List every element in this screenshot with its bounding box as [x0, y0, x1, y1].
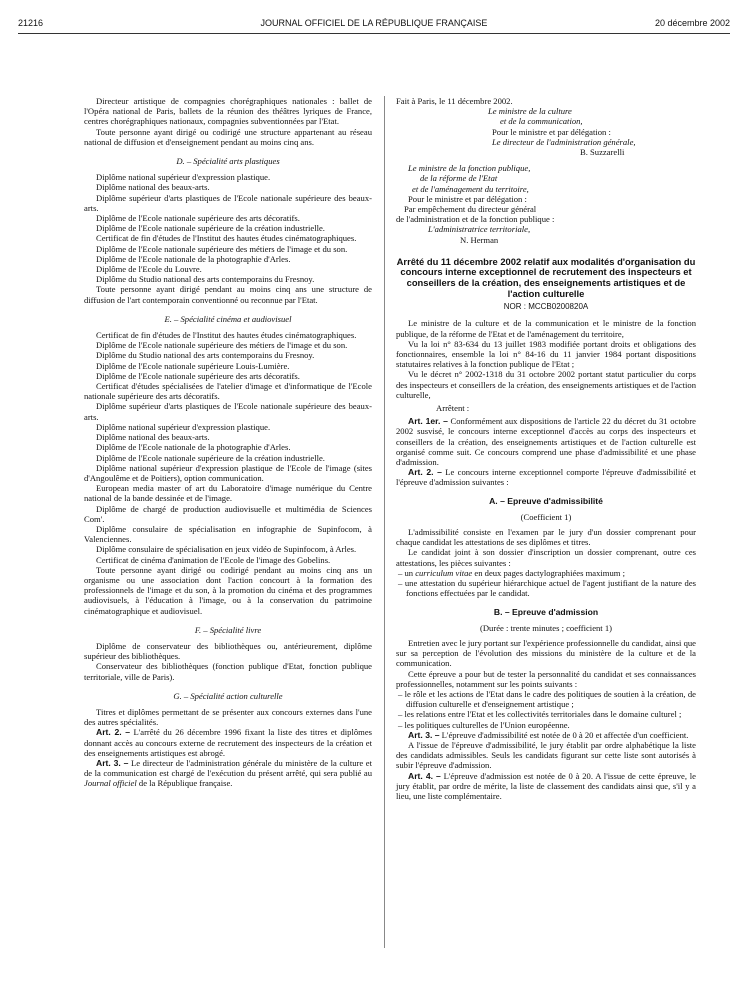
list-item: Diplôme de l'Ecole nationale supérieure des métiers de l'image et du son.	[96, 340, 348, 351]
signature-line: Par empêchement du directeur général	[404, 204, 537, 215]
list-item: Certificat d'études spécialisées de l'atelier d'image et d'informatique de l'Ecole nationale supérieure des arts décoratifs.	[84, 381, 372, 402]
signature-line: Le ministre de la culture	[488, 106, 572, 117]
list-item: Diplôme national supérieur d'expression plastique de l'Ecole de l'image (sites d'Angoulême et de Poitiers), option communication.	[84, 462, 372, 483]
paragraph: Vu la loi n° 83-634 du 13 juillet 1983 modifiée portant droits et obligations des fonctionnaires, ensemble la loi n° 84-16 du 11 janvier 1984 portant dispositions statutaires relatives à la fonction publique de l'Etat ;	[396, 338, 696, 370]
paragraph: Vu le décret n° 2002-1318 du 31 octobre 2002 portant statut particulier du corps des inspecteurs et conseillers de la création, des enseignements artistiques et de l'action culturelle,	[396, 369, 696, 400]
bullet-item: – un curriculum vitae en deux pages dactylographiées maximum ;	[398, 567, 625, 578]
paragraph: L'admissibilité consiste en l'examen par le jury d'un dossier comprenant pour chaque candidat les attestations de ses diplômes et titres.	[396, 527, 696, 548]
decree-title: Arrêté du 11 décembre 2002 relatif aux modalités d'organisation du concours interne exceptionnel de recrutement des inspecteurs et conseillers de la création, des enseignements artistiques et de l'action culturelle	[396, 255, 696, 299]
signatory-name: B. Suzzarelli	[580, 147, 625, 158]
journal-title: JOURNAL OFFICIEL DE LA RÉPUBLIQUE FRANÇAISE	[260, 18, 488, 28]
page-number: 21216	[18, 18, 44, 28]
section-heading-e: E. – Spécialité cinéma et audiovisuel	[164, 313, 292, 324]
list-item: Diplôme national des beaux-arts.	[96, 182, 210, 193]
list-item: Diplôme de l'Ecole nationale supérieure de la création industrielle.	[96, 452, 325, 463]
list-item: Certificat de cinéma d'animation de l'Ecole de l'image des Gobelins.	[96, 554, 331, 565]
list-item: Diplôme de l'Ecole du Louvre.	[96, 264, 202, 275]
list-item: Toute personne ayant dirigé ou codirigé pendant au moins cinq ans un organisme ou une association dont l'action concourt à la formation des professionnels de l'image et du son, à la promotion du cinéma et des programmes audiovisuels, à l'éducation à l'image, ou à la conservation du patrimoine cinématographique et audiovisuel.	[84, 564, 372, 616]
section-heading-b: B. – Epreuve d'admission	[493, 606, 599, 617]
signature-line: et de la communication,	[500, 116, 583, 127]
signature-line: Pour le ministre et par délégation :	[492, 126, 611, 137]
signature-line: et de l'aménagement du territoire,	[412, 183, 529, 194]
paragraph: Le candidat joint à son dossier d'inscription un dossier comprenant, outre ces attestations, les pièces suivantes :	[396, 547, 696, 568]
list-item: Diplôme de conservateur des bibliothèques ou, antérieurement, diplôme supérieur des bibliothèques.	[84, 640, 372, 662]
bullet-item: – le rôle et les actions de l'Etat dans le cadre des politiques de soutien à la création, de diffusion culturelle et d'enseignement artistique ;	[398, 688, 696, 710]
list-item: Diplôme de l'Ecole nationale de la photographie d'Arles.	[96, 253, 291, 264]
page-header	[18, 18, 730, 32]
list-item: Diplôme du Studio national des arts contemporains du Fresnoy.	[96, 274, 315, 285]
list-item: Certificat de fin d'études de l'Institut des hautes études cinématographiques.	[96, 330, 357, 341]
article-3: Art. 3. – L'épreuve d'admissibilité est notée de 0 à 20 et affectée d'un coefficient.	[408, 729, 689, 740]
section-heading-g: G. – Spécialité action culturelle	[173, 690, 283, 701]
article-2: Art. 2. – Le concours interne exceptionnel comporte l'épreuve d'admissibilité et l'épreuve d'admission suivantes :	[396, 467, 696, 488]
issue-date: 20 décembre 2002	[654, 18, 730, 28]
article-4: Art. 4. – L'épreuve d'admission est notée de 0 à 20. A l'issue de cette épreuve, le jury établit, par ordre de mérite, la liste de classement des candidats ainsi que, s'il y a lieu, une liste complémentaire.	[396, 770, 696, 801]
list-item: European media master of art du Laboratoire d'image numérique du Centre national de la bande dessinée et de l'image.	[84, 483, 372, 504]
list-item: Diplôme du Studio national des arts contemporains du Fresnoy.	[96, 350, 315, 361]
list-item: Diplôme supérieur d'arts plastiques de l'Ecole nationale supérieure des beaux-arts.	[84, 192, 372, 213]
paragraph: Titres et diplômes permettant de se présenter aux concours externes dans l'une des autres spécialités.	[84, 706, 372, 728]
signature-line: de la réforme de l'Etat	[420, 173, 498, 184]
article-1: Art. 1er. – Conformément aux dispositions de l'article 22 du décret du 31 octobre 2002 susvisé, le concours interne exceptionnel d'accès au corps des inspecteurs et conseillers de la création, des enseignements artistiques et de l'action culturelle est organisé comme suit. Ce concours comprend une phase d'admissibilité et une phase d'admission.	[396, 416, 696, 468]
signature-line: de l'administration et de la fonction publique :	[396, 214, 555, 225]
signing-place-date: Fait à Paris, le 11 décembre 2002.	[396, 96, 513, 106]
bullet-item: – les politiques culturelles de l'Union européenne.	[398, 719, 570, 730]
left-column	[84, 96, 372, 789]
right-column	[396, 96, 696, 801]
section-heading-a: A. – Epreuve d'admissibilité	[489, 495, 603, 506]
list-item: Diplôme de l'Ecole nationale de la photographie d'Arles.	[96, 442, 291, 453]
paragraph: Le ministre de la culture et de la communication et le ministre de la fonction publique, de la réforme de l'Etat et de l'aménagement du territoire,	[396, 318, 696, 339]
coefficient-b: (Durée : trente minutes ; coefficient 1)	[479, 622, 613, 633]
list-item: Diplôme consulaire de spécialisation en infographie de Supinfocom, à Valenciennes.	[84, 523, 372, 545]
nor-reference: NOR : MCCB0200820A	[503, 302, 589, 312]
article-2: Art. 2. – L'arrêté du 26 décembre 1996 fixant la liste des titres et diplômes donnant accès au concours externe de recrutement des inspecteurs de la création et des enseignements artistiques est abrogé.	[84, 727, 372, 758]
list-item: Diplôme de l'Ecole nationale supérieure Louis-Lumière.	[96, 360, 290, 371]
signature-line: L'administratrice territoriale,	[428, 224, 531, 235]
list-item: Diplôme de l'Ecole nationale supérieure des arts décoratifs.	[96, 370, 300, 381]
signature-line: Le directeur de l'administration générale,	[492, 136, 636, 147]
list-item: Diplôme national supérieur d'expression plastique.	[96, 421, 271, 432]
list-item: Diplôme de l'Ecole nationale supérieure des métiers de l'image et du son.	[96, 243, 348, 254]
bullet-item: – les relations entre l'Etat et les collectivités territoriales dans le domaine culturel ;	[398, 709, 682, 720]
article-3: Art. 3. – Le directeur de l'administration générale du ministère de la culture et de la communication est chargé de l'exécution du présent arrêté, qui sera publié au Journal officiel de la République française.	[84, 757, 372, 789]
bullet-item: – une attestation du supérieur hiérarchique actuel de l'agent justifiant de la nature des fonctions effectuées par le candidat.	[398, 578, 696, 599]
coefficient-a: (Coefficient 1)	[520, 511, 572, 522]
list-item: Conservateur des bibliothèques (fonction publique d'Etat, fonction publique territoriale, ville de Paris).	[84, 661, 372, 682]
column-divider	[384, 96, 385, 948]
list-item: Toute personne ayant dirigé pendant au moins cinq ans une structure de diffusion de l'art contemporain conventionné ou reconnue par l'Etat.	[84, 284, 372, 305]
list-item: Diplôme national des beaux-arts.	[96, 432, 210, 443]
paragraph: Entretien avec le jury portant sur l'expérience professionnelle du candidat, ainsi que sur sa perception de l'évolution des missions du ministère de la culture et de la communication.	[396, 637, 696, 669]
signatory-name: N. Herman	[460, 234, 499, 245]
section-heading-f: F. – Spécialité livre	[194, 624, 262, 635]
list-item: Diplôme national supérieur d'expression plastique.	[96, 172, 271, 183]
section-heading-d: D. – Spécialité arts plastiques	[176, 156, 280, 167]
list-item: Certificat de fin d'études de l'Institut des hautes études cinématographiques.	[96, 233, 357, 244]
signature-line: Le ministre de la fonction publique,	[408, 163, 531, 174]
list-item: Diplôme de chargé de production audiovisuelle et multimédia de Sciences Com'.	[84, 503, 372, 524]
header-rule	[18, 33, 730, 34]
list-item: Diplôme supérieur d'arts plastiques de l'Ecole nationale supérieure des beaux-arts.	[84, 401, 372, 422]
arretent-label: Arrêtent :	[436, 403, 470, 414]
paragraph: Directeur artistique de compagnies chorégraphiques nationales : ballet de l'Opéra national de Paris, ballets de la réunion des théâtres lyriques de France, centres chorégraphiques nationaux, compagnies subventionnées par l'Etat.	[84, 96, 372, 127]
list-item: Diplôme de l'Ecole nationale supérieure de la création industrielle.	[96, 223, 325, 234]
signature-line: Pour le ministre et par délégation :	[408, 193, 527, 204]
paragraph: Cette épreuve a pour but de tester la personnalité du candidat et ses connaissances professionnelles, notamment sur les points suivants :	[396, 668, 696, 689]
paragraph: A l'issue de l'épreuve d'admissibilité, le jury établit par ordre alphabétique la liste des candidats admissibles. Seuls les candidats figurant sur cette liste sont autorisés à subir l'épreuve d'admission.	[396, 739, 696, 771]
list-item: Diplôme de l'Ecole nationale supérieure des arts décoratifs.	[96, 213, 300, 224]
list-item: Diplôme consulaire de spécialisation en jeux vidéo de Supinfocom, à Arles.	[96, 544, 357, 555]
paragraph: Toute personne ayant dirigé ou codirigé une structure appartenant au réseau national de diffusion et d'enseignement pendant au moins cinq ans.	[84, 126, 372, 147]
